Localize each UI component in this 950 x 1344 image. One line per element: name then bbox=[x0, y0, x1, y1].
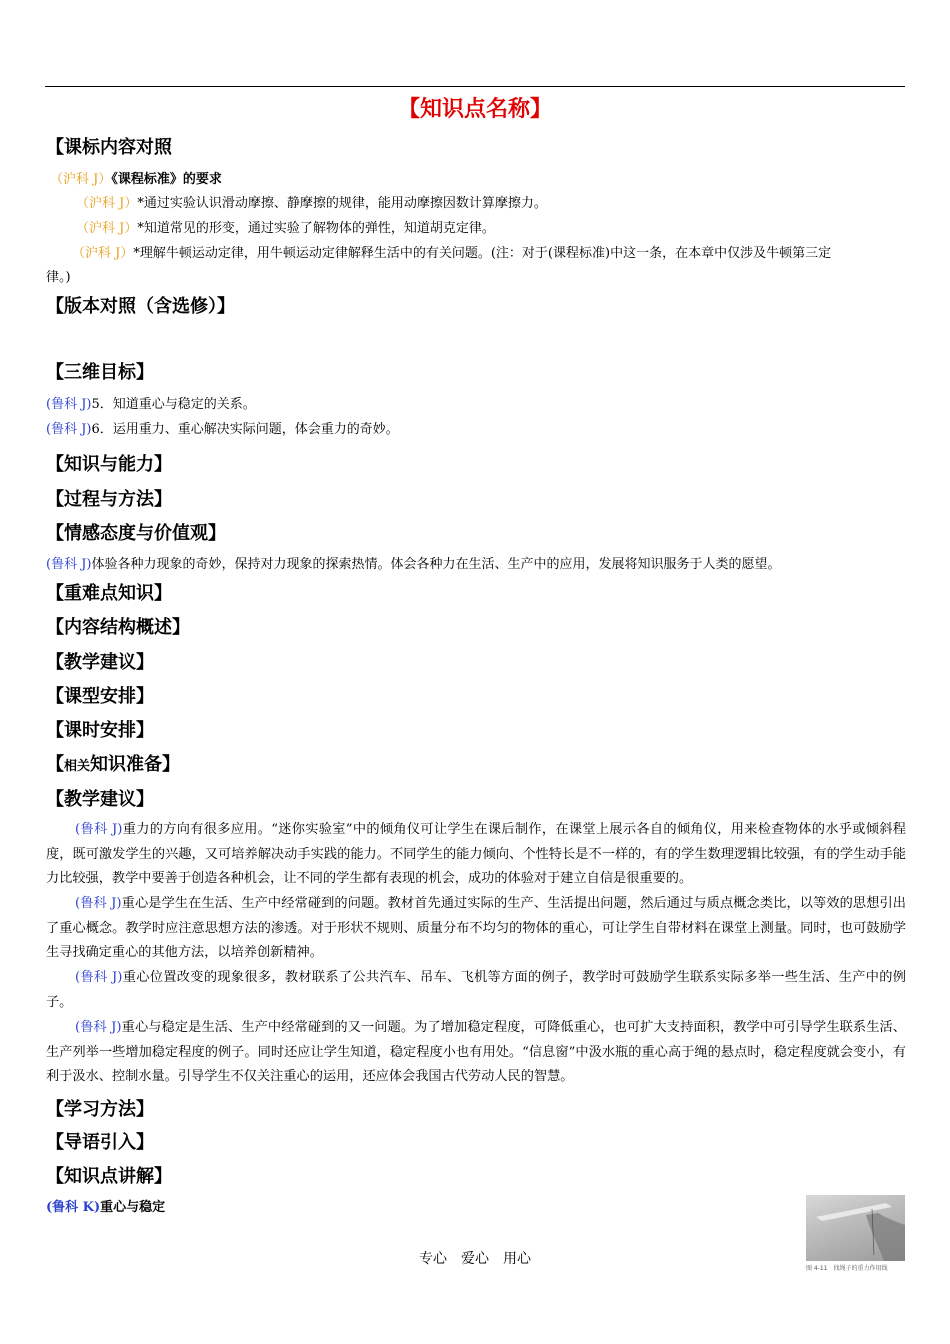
emotion-text: 体验各种力现象的奇妙，保持对力现象的探索热情。体会各种力在生活、生产中的应用，发展将知识服务于人类的愿望。 bbox=[91, 557, 781, 572]
source-tag: （沪科 J） bbox=[50, 172, 112, 187]
page-footer: 专心 爱心 用心 bbox=[419, 1251, 531, 1267]
heading-part: 【 bbox=[46, 754, 64, 775]
heading-related-knowledge bbox=[46, 750, 180, 776]
goal-line-2 bbox=[46, 420, 399, 440]
paragraph-text: 重心位置改变的现象很多，教材联系了公共汽车、吊车、飞机等方面的例子，教学时可鼓励学生联系实际多举一些生活、生产中的例子。 bbox=[46, 970, 906, 1010]
page-title: 【知识点名称】 bbox=[397, 97, 552, 122]
goal-text: 6．运用重力、重心解决实际问题，体会重力的奇妙。 bbox=[91, 422, 399, 437]
heading-intro: 【导语引入】 bbox=[46, 1132, 154, 1153]
heading-structure: 【内容结构概述】 bbox=[46, 617, 190, 638]
paragraph-text: 重力的方向有很多应用。“迷你实验室”中的倾角仪可让学生在课后制作，在课堂上展示各自的倾角仪，用来检查物体的水乎或倾斜程度，既可激发学生的兴趣，又可培养解决动手实践的能力。不同学生的能力倾向、个性特长是不一样的，有的学生数理逻辑比较强，有的学生动手能力比较强，教学中要善于创造各种机会，让不同的学生都有表现的机会，成功的体验对于建立自信是很重要的。 bbox=[46, 822, 906, 886]
source-tag: (鲁科 J) bbox=[75, 822, 123, 837]
heading-teaching-advice-2: 【教学建议】 bbox=[46, 789, 154, 810]
advice-paragraph-4 bbox=[46, 1016, 906, 1090]
emotion-line bbox=[46, 555, 781, 575]
heading-lesson-type: 【课型安排】 bbox=[46, 686, 154, 707]
heading-three-dim: 【三维目标】 bbox=[46, 362, 154, 383]
standard-line-2 bbox=[76, 219, 495, 239]
source-tag: (鲁科 J) bbox=[46, 422, 92, 437]
heading-course-standard: 【课标内容对照 bbox=[46, 137, 172, 158]
header-rule bbox=[45, 86, 905, 87]
source-tag: (鲁科 K) bbox=[46, 1200, 101, 1215]
paragraph-text: 重心与稳定是生活、生产中经常碰到的又一问题。为了增加稳定程度，可降低重心，也可扩大支持面积，教学中可引导学生联系生活、生产列举一些增加稳定程度的例子。同时还应让学生知道，稳定程度小也有用处。“信息窗”中汲水瓶的重心高于绳的悬点时，稳定程度就会变小，有利于汲水、控制水量。引导学生不仅关注重心的运用，还应体会我国古代劳动人民的智慧。 bbox=[46, 1020, 906, 1084]
advice-paragraph-2 bbox=[46, 892, 906, 966]
goal-text: 5．知道重心与稳定的关系。 bbox=[91, 397, 256, 412]
heading-explanation: 【知识点讲解】 bbox=[46, 1166, 172, 1187]
paragraph-text: 重心是学生在生活、生产中经常碰到的问题。教材首先通过实际的生产、生活提出问题，然后通过与质点概念类比，以等效的思想引出了重心概念。教学时应注意思想方法的渗透。对于形状不规则、质量分布不均匀的物体的重心，可让学生自带材料在课堂上测量。同时，也可鼓励学生寻找确定重心的其他方法，以培养创新精神。 bbox=[46, 896, 906, 960]
goal-line-1 bbox=[46, 395, 256, 415]
source-tag: (鲁科 J) bbox=[75, 970, 123, 985]
standard-line-text: 《课程标准》的要求 bbox=[111, 172, 222, 187]
standard-line-3 bbox=[72, 244, 831, 264]
source-tag: （沪科 J） bbox=[76, 221, 138, 236]
standard-line-3-cont: 律。) bbox=[46, 270, 71, 285]
source-tag: (鲁科 J) bbox=[46, 557, 92, 572]
heading-knowledge-ability: 【知识与能力】 bbox=[46, 454, 172, 475]
source-tag: （沪科 J） bbox=[76, 196, 138, 211]
heading-process-method: 【过程与方法】 bbox=[46, 489, 172, 510]
heading-study-method: 【学习方法】 bbox=[46, 1099, 154, 1120]
advice-paragraph-3 bbox=[46, 966, 906, 1015]
source-tag: （沪科 J） bbox=[72, 246, 134, 261]
advice-paragraph-1 bbox=[46, 818, 906, 892]
figure-caption: 图 4-11 找绳子的重力作用线 bbox=[806, 1265, 888, 1272]
explain-text: 重心与稳定 bbox=[100, 1200, 166, 1215]
source-tag: (鲁科 J) bbox=[46, 397, 92, 412]
standard-line-text: *知道常见的形变，通过实验了解物体的弹性，知道胡克定律。 bbox=[137, 221, 495, 236]
standard-line-text: *通过实验认识滑动摩擦、静摩擦的规律，能用动摩擦因数计算摩擦力。 bbox=[137, 196, 547, 211]
source-tag: (鲁科 J) bbox=[75, 896, 122, 911]
heading-teaching-advice: 【教学建议】 bbox=[46, 652, 154, 673]
heading-emotion-value: 【情感态度与价值观】 bbox=[46, 523, 226, 544]
heading-version: 【版本对照（含选修）】 bbox=[46, 296, 235, 317]
heading-part: 知识准备】 bbox=[90, 754, 181, 775]
standard-line-text: *理解牛顿运动定律，用牛顿运动定律解释生活中的有关问题。(注：对于(课程标准)中这一条，在本章中仅涉及牛顿第三定 bbox=[133, 246, 832, 261]
heading-key-points: 【重难点知识】 bbox=[46, 583, 172, 604]
standard-line-1 bbox=[76, 194, 547, 214]
explain-line bbox=[46, 1198, 165, 1218]
source-tag: (鲁科 J) bbox=[75, 1020, 122, 1035]
standard-line-0 bbox=[50, 170, 222, 190]
heading-part: 相关 bbox=[64, 759, 91, 774]
heading-lesson-hours: 【课时安排】 bbox=[46, 720, 154, 741]
